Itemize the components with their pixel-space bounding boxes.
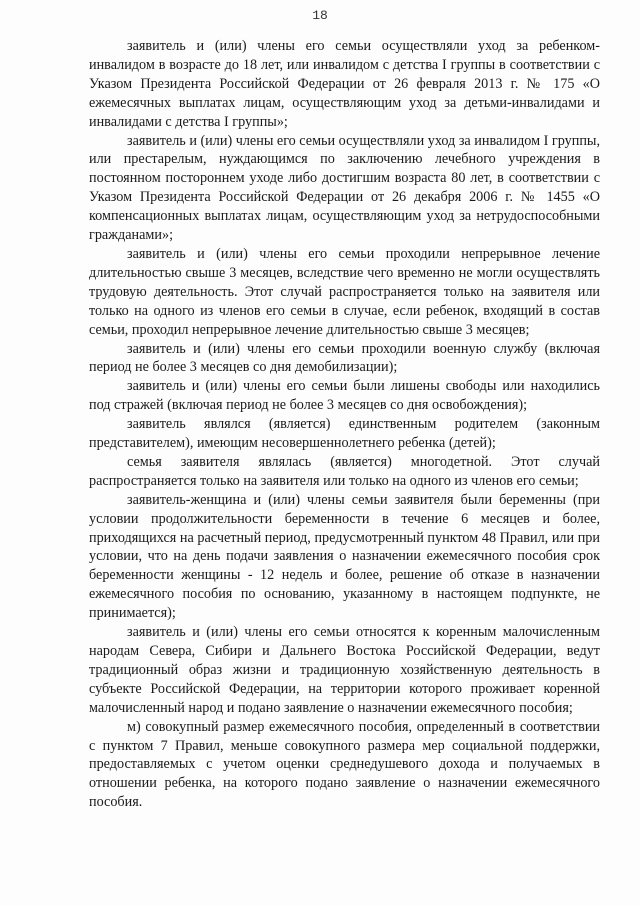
paragraph-imprisonment: заявитель и (или) члены его семьи были лишены свободы или находились под стражей (включая период не более 3 месяцев со дня освобождения); <box>89 378 600 414</box>
paragraph-indigenous-peoples: заявитель и (или) члены его семьи относятся к коренным малочисленным народам Севера, Сибири и Дальнего Востока Российской Федерации, ведут традиционный образ жизни и традиционную хозяйственную деятельность в субъекте Российской Федерации, на территории которого проживает коренной малочисленный народ и подано заявление о назначении ежемесячного пособия; <box>89 624 600 716</box>
paragraph-single-parent: заявитель являлся (является) единственным родителем (законным представителем), имеющим несовершеннолетнего ребенка (детей); <box>89 416 600 452</box>
paragraph-elderly-care: заявитель и (или) члены его семьи осуществляли уход за инвалидом I группы, или престарелым, нуждающимся по заключению лечебного учреждения в постоянном постороннем уходе либо достигшим возраста 80 лет, в соответствии с Указом Президента Российской Федерации от 26 декабря 2006 г. № 1455 «О компенсационных выплатах лицам, осуществляющим уход за нетрудоспособными гражданами»; <box>89 132 600 244</box>
document-body <box>89 37 600 812</box>
paragraph-item-m: м) совокупный размер ежемесячного пособия, определенный в соответствии с пунктом 7 Правил, меньше совокупного размера мер социальной поддержки, предоставляемых с учетом оценки среднедушевого дохода и получаемых в отношении ребенка, на которого подано заявление о назначении ежемесячного пособия. <box>89 718 600 811</box>
paragraph-child-disabled-care: заявитель и (или) члены его семьи осуществляли уход за ребенком-инвалидом в возрасте до 18 лет, или инвалидом с детства I группы в соответствии с Указом Президента Российской Федерации от 26 февраля 2013 г. № 175 «О ежемесячных выплатах лицам, осуществляющим уход за детьми-инвалидами и инвалидами с детства I группы»; <box>89 38 600 130</box>
paragraph-medical-treatment: заявитель и (или) члены его семьи проходили непрерывное лечение длительностью свыше 3 месяцев, вследствие чего временно не могли осуществлять трудовую деятельность. Этот случай распространяется только на заявителя или только на одного из членов его семьи в случае, если ребенок, входящий в состав семьи, проходил непрерывное лечение длительностью свыше 3 месяцев; <box>89 245 600 338</box>
page-number: 18 <box>312 8 328 23</box>
paragraph-large-family: семья заявителя являлась (является) многодетной. Этот случай распространяется только на заявителя или только на одного из членов его семьи; <box>89 453 600 489</box>
paragraph-pregnancy: заявитель-женщина и (или) члены семьи заявителя были беременны (при условии продолжительности беременности в течение 6 месяцев и более, приходящихся на расчетный период, предусмотренный пунктом 48 Правил, или при условии, что на день подачи заявления о назначении ежемесячного пособия срок беременности женщины - 12 недель и более, решение об отказе в назначении ежемесячного пособия по основанию, указанному в настоящем подпункте, не принимается); <box>89 491 600 622</box>
paragraph-military-service: заявитель и (или) члены его семьи проходили военную службу (включая период не более 3 месяцев со дня демобилизации); <box>89 340 600 376</box>
